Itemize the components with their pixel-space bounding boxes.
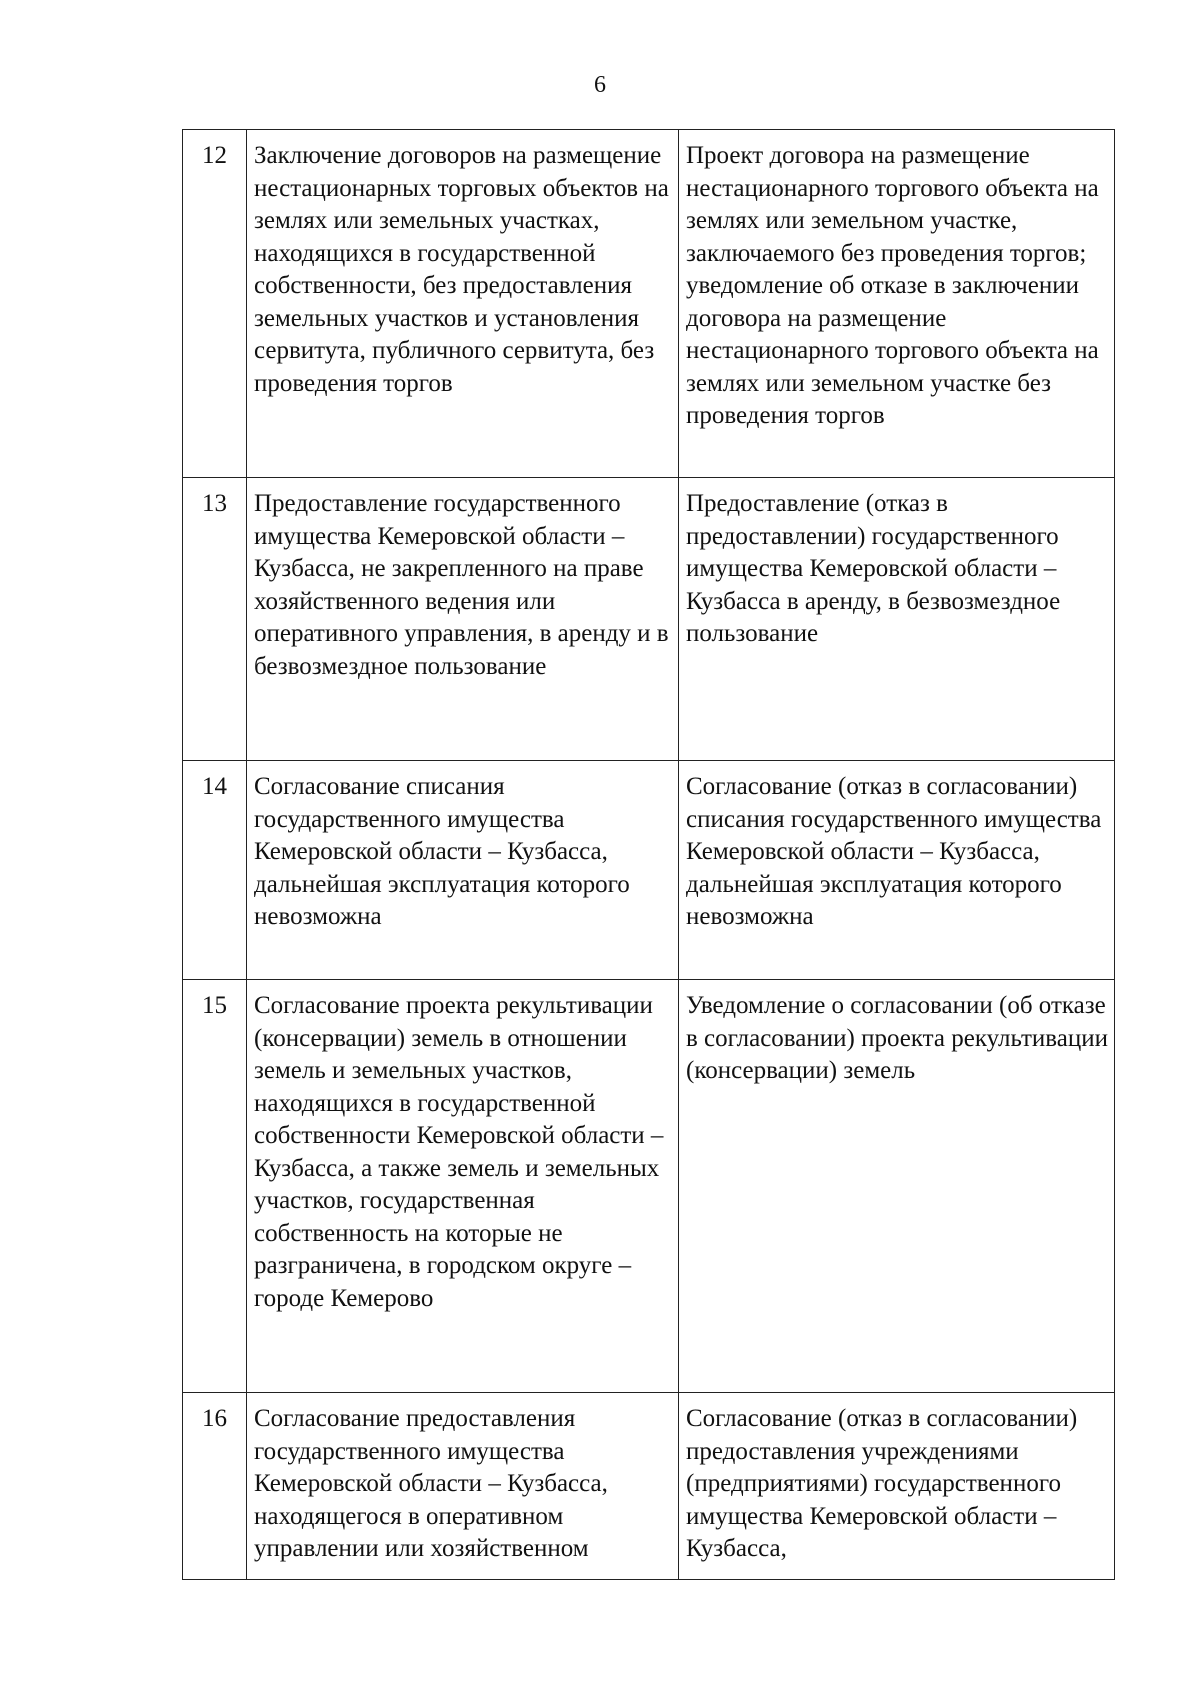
service-name-cell: Заключение договоров на размещение нестационарных торговых объектов на землях или земельных участках, находящихся в государственной собственности, без предоставления земельных участков и установления сервитута, публичного сервитута, без проведения торгов [247,130,679,478]
row-number: 12 [183,130,247,478]
table-row [183,130,1115,478]
table-row [183,761,1115,980]
row-number: 16 [183,1393,247,1580]
service-result-cell: Проект договора на размещение нестационарного торгового объекта на землях или земельном участке, заключаемого без проведения торгов; уведомление об отказе в заключении договора на размещение нестационарного торгового объекта на землях или земельном участке без проведения торгов [679,130,1115,478]
table-row [183,478,1115,761]
service-name-cell: Согласование списания государственного имущества Кемеровской области – Кузбасса, дальнейшая эксплуатация которого невозможна [247,761,679,980]
table-row [183,980,1115,1393]
service-result-cell: Согласование (отказ в согласовании) списания государственного имущества Кемеровской области – Кузбасса, дальнейшая эксплуатация которого невозможна [679,761,1115,980]
service-result-cell: Предоставление (отказ в предоставлении) государственного имущества Кемеровской области – Кузбасса в аренду, в безвозмездное пользование [679,478,1115,761]
service-name-cell: Предоставление государственного имущества Кемеровской области – Кузбасса, не закрепленного на праве хозяйственного ведения или оперативного управления, в аренду и в безвозмездное пользование [247,478,679,761]
row-number: 14 [183,761,247,980]
services-table [182,129,1115,1580]
row-number: 15 [183,980,247,1393]
table-row [183,1393,1115,1580]
row-number: 13 [183,478,247,761]
service-result-cell: Уведомление о согласовании (об отказе в согласовании) проекта рекультивации (консервации) земель [679,980,1115,1393]
service-name-cell: Согласование проекта рекультивации (консервации) земель в отношении земель и земельных участков, находящихся в государственной собственности Кемеровской области – Кузбасса, а также земель и земельных участков, государственная собственность на которые не разграничена, в городском округе – городе Кемерово [247,980,679,1393]
service-result-cell: Согласование (отказ в согласовании) предоставления учреждениями (предприятиями) государственного имущества Кемеровской области – Кузбасса, [679,1393,1115,1580]
service-name-cell: Согласование предоставления государственного имущества Кемеровской области – Кузбасса, находящегося в оперативном управлении или хозяйственном [247,1393,679,1580]
page-number: 6 [594,72,606,98]
